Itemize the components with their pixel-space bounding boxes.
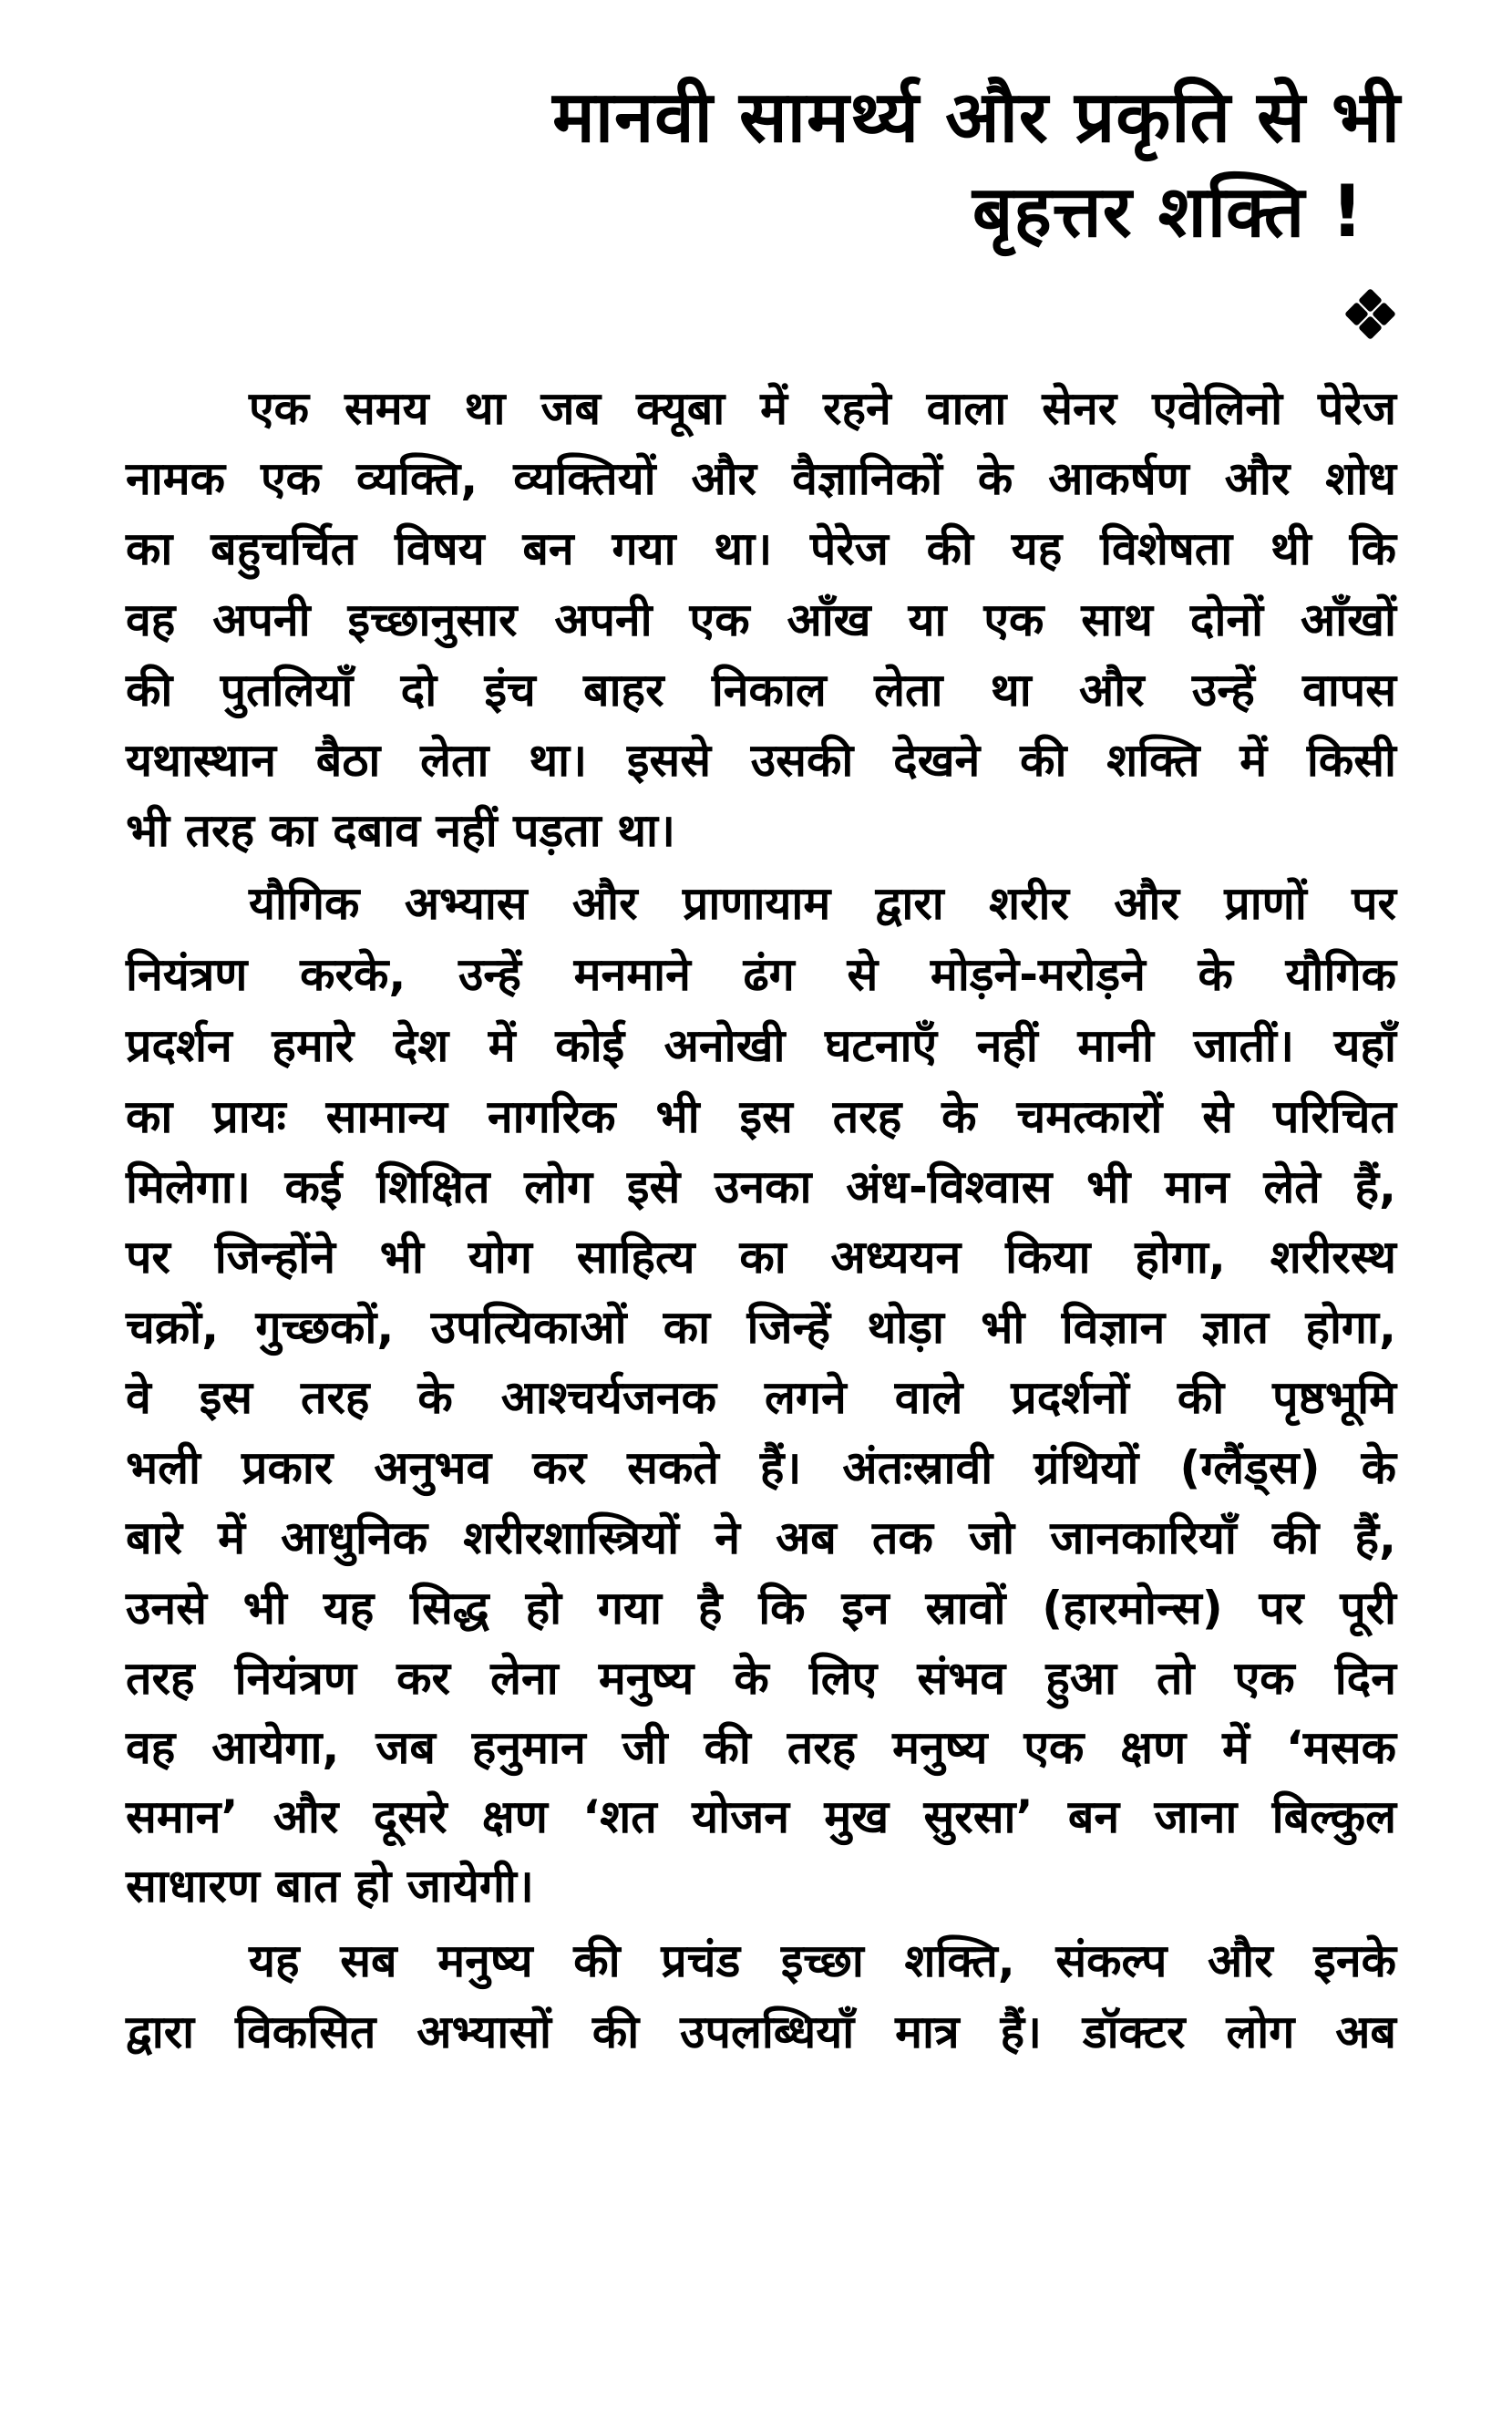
paragraph-1-line: यथास्थान बैठा लेता था। इससे उसकी देखने की शक्ति में किसी — [126, 734, 1396, 787]
paragraph-2-line: तरह नियंत्रण कर लेना मनुष्य के लिए संभव हुआ तो एक दिन — [126, 1652, 1396, 1705]
paragraph-2-line: मिलेगा। कई शिक्षित लोग इसे उनका अंध-विश्वास भी मान लेते हैं, — [126, 1160, 1396, 1213]
paragraph-2-line: पर जिन्होंने भी योग साहित्य का अध्ययन किया होगा, शरीरस्थ — [126, 1231, 1396, 1284]
chapter-title-line-2: बृहत्तर शक्ति ! — [972, 171, 1364, 253]
paragraph-2-line: यौगिक अभ्यास और प्राणायाम द्वारा शरीर और प्राणों पर — [249, 877, 1396, 930]
paragraph-2-line: समान’ और दूसरे क्षण ‘शत योजन मुख सुरसा’ बन जाना बिल्कुल — [126, 1790, 1396, 1843]
paragraph-1-line: वह अपनी इच्छानुसार अपनी एक आँख या एक साथ दोनों आँखों — [126, 593, 1396, 646]
fleuron-icon — [1343, 288, 1398, 343]
paragraph-1-line: की पुतलियाँ दो इंच बाहर निकाल लेता था और उन्हें वापस — [126, 664, 1396, 717]
paragraph-2-line: उनसे भी यह सिद्ध हो गया है कि इन स्रावों (हारमोन्स) पर पूरी — [126, 1582, 1396, 1634]
paragraph-1-line: एक समय था जब क्यूबा में रहने वाला सेनर एवेलिनो पेरेज — [249, 382, 1396, 435]
paragraph-1-line: नामक एक व्यक्ति, व्यक्तियों और वैज्ञानिकों के आकर्षण और शोध — [126, 452, 1396, 505]
paragraph-2-line: साधारण बात हो जायेगी। — [126, 1860, 534, 1913]
paragraph-2-line: नियंत्रण करके, उन्हें मनमाने ढंग से मोड़ने-मरोड़ने के यौगिक — [126, 948, 1396, 1001]
paragraph-3-line: द्वारा विकसित अभ्यासों की उपलब्धियाँ मात्र हैं। डॉक्टर लोग अब — [126, 2006, 1396, 2058]
paragraph-2-line: भली प्रकार अनुभव कर सकते हैं। अंतःस्रावी ग्रंथियों (ग्लैंड्स) के — [126, 1441, 1396, 1494]
paragraph-1-line: भी तरह का दबाव नहीं पड़ता था। — [126, 804, 675, 857]
paragraph-2-line: प्रदर्शन हमारे देश में कोई अनोखी घटनाएँ नहीं मानी जातीं। यहाँ — [126, 1019, 1396, 1072]
paragraph-1-line: का बहुचर्चित विषय बन गया था। पेरेज की यह विशेषता थी कि — [126, 522, 1396, 575]
paragraph-2-line: बारे में आधुनिक शरीरशास्त्रियों ने अब तक जो जानकारियाँ की हैं, — [126, 1511, 1396, 1564]
paragraph-2-line: वह आयेगा, जब हनुमान जी की तरह मनुष्य एक क्षण में ‘मसक — [126, 1721, 1396, 1774]
paragraph-2-line: वे इस तरह के आश्चर्यजनक लगने वाले प्रदर्शनों की पृष्ठभूमि — [126, 1371, 1396, 1424]
paragraph-3-line: यह सब मनुष्य की प्रचंड इच्छा शक्ति, संकल्प और इनके — [249, 1934, 1396, 1987]
chapter-title-line-1: मानवी सामर्थ्य और प्रकृति से भी — [552, 77, 1401, 159]
paragraph-2-line: चक्रों, गुच्छकों, उपत्यिकाओं का जिन्हें थोड़ा भी विज्ञान ज्ञात होगा, — [126, 1301, 1396, 1354]
paragraph-2-line: का प्रायः सामान्य नागरिक भी इस तरह के चमत्कारों से परिचित — [126, 1090, 1396, 1143]
